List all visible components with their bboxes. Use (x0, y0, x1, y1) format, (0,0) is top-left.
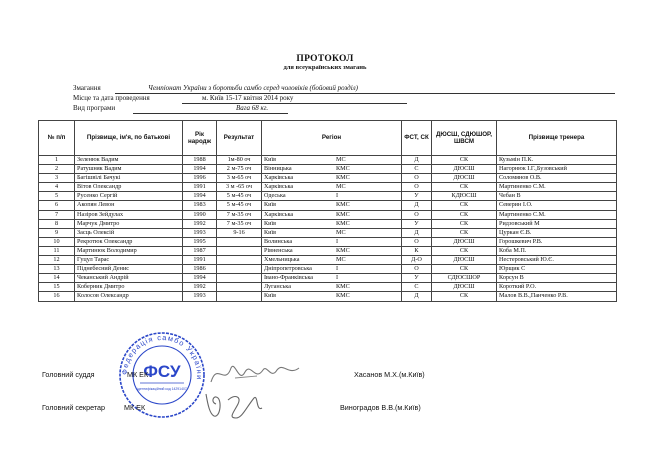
cell-fst: У (402, 274, 432, 283)
cell-region (262, 246, 402, 255)
region-name: Луганська (264, 283, 291, 291)
stamp-center-text: ФСУ (143, 362, 181, 381)
cell-name: Марчук Дмитро (75, 219, 183, 228)
table-row (39, 201, 617, 210)
secretary-signature (198, 388, 278, 424)
cell-coach: Малов В.В.,Панченко Р.В. (497, 292, 617, 301)
cell-coach: Цуркан Є.В. (497, 228, 617, 237)
cell-school: СК (432, 201, 497, 210)
cell-region (262, 228, 402, 237)
competition-value: Чемпіонат України з боротьби самбо серед чоловіків (бойовий розділ) (148, 84, 359, 92)
cell-school: ДЮСШ (432, 237, 497, 246)
document-title: ПРОТОКОЛ (296, 54, 354, 64)
cell-num: 15 (39, 283, 75, 292)
place-value: м. Київ 15-17 квітня 2014 року (202, 94, 294, 102)
region-name: Київ (264, 156, 277, 163)
cell-coach: Короткий Р.О. (497, 283, 617, 292)
sport-rank: КМС (336, 246, 350, 254)
table-header-row (39, 121, 617, 156)
cell-result: 3 м-65 оч (217, 174, 262, 183)
table-row (39, 292, 617, 301)
table-row (39, 210, 617, 219)
stamp-code-text: ідентифікаційний код 14291407 (137, 387, 187, 391)
table-row (39, 174, 617, 183)
sport-rank: КМС (336, 165, 350, 173)
cell-fst: У (402, 219, 432, 228)
cell-name: Акопян Левон (75, 201, 183, 210)
sport-rank: МС (336, 183, 346, 191)
cell-year: 1983 (183, 201, 217, 210)
cell-year: 1992 (183, 283, 217, 292)
cell-result (217, 283, 262, 292)
cell-name: Зеленюк Вадим (75, 156, 183, 165)
sport-rank: МС (336, 228, 346, 236)
cell-name: Мартинюк Володимир (75, 246, 183, 255)
cell-num: 3 (39, 174, 75, 183)
judge-label: Головний суддя (42, 370, 95, 379)
cell-result: 5 м-45 оч (217, 192, 262, 201)
table-row (39, 246, 617, 255)
secretary-rank: МК ЕК (124, 403, 146, 412)
cell-region (262, 274, 402, 283)
cell-result (217, 256, 262, 265)
cell-num: 5 (39, 192, 75, 201)
cell-num: 14 (39, 274, 75, 283)
region-name: Харківська (264, 174, 294, 182)
header-num: № п/п (39, 121, 75, 156)
cell-result (217, 237, 262, 246)
cell-name: Ратушняк Вадим (75, 165, 183, 174)
cell-year: 1991 (183, 183, 217, 192)
cell-year: 1992 (183, 219, 217, 228)
cell-result: 3 м -65 оч (217, 183, 262, 192)
cell-year: 1991 (183, 256, 217, 265)
table-row (39, 219, 617, 228)
cell-school: СК (432, 219, 497, 228)
cell-year: 1996 (183, 174, 217, 183)
sport-rank: І (336, 237, 339, 245)
cell-year: 1990 (183, 210, 217, 219)
region-name: Київ (264, 219, 277, 227)
cell-region (262, 292, 402, 301)
document-subtitle: для всеукраїнських змагань (283, 64, 367, 71)
cell-num: 13 (39, 265, 75, 274)
cell-region (262, 156, 402, 165)
header-year: Рік народж (183, 121, 217, 156)
cell-coach: Нагорнюк І.Г.,Бузовський (497, 165, 617, 174)
cell-name: Гуцул Тарас (75, 256, 183, 265)
cell-name: Піднебесний Денис (75, 265, 183, 274)
cell-year: 1988 (183, 156, 217, 165)
sport-rank: КМС (336, 174, 350, 182)
region-name: Харківська (264, 210, 294, 218)
cell-result (217, 265, 262, 274)
cell-region (262, 265, 402, 274)
cell-result (217, 274, 262, 283)
header-name: Прізвище, ім'я, по батькові (75, 121, 183, 156)
sport-rank: КМС (336, 210, 350, 218)
cell-num: 12 (39, 256, 75, 265)
cell-fst: С (402, 283, 432, 292)
table-row (39, 228, 617, 237)
cell-name: Рекротюк Олександр (75, 237, 183, 246)
cell-fst: У (402, 192, 432, 201)
region-name: Одеська (264, 192, 286, 200)
cell-coach: Северин І.О. (497, 201, 617, 210)
cell-fst: С (402, 165, 432, 174)
table-row (39, 237, 617, 246)
cell-school: КДЮСШ (432, 192, 497, 201)
region-name: Київ (264, 292, 277, 300)
cell-school: СК (432, 210, 497, 219)
header-fst: ФСТ, СК (402, 121, 432, 156)
cell-fst: О (402, 265, 432, 274)
cell-school: СК (432, 228, 497, 237)
cell-school: СК (432, 265, 497, 274)
region-name: Київ (264, 228, 277, 236)
cell-coach: Корсун В (497, 274, 617, 283)
region-name: Київ (264, 201, 277, 209)
cell-fst: О (402, 183, 432, 192)
cell-fst: Д-О (402, 256, 432, 265)
cell-name: Русенко Сергій (75, 192, 183, 201)
table-row (39, 192, 617, 201)
cell-num: 11 (39, 246, 75, 255)
cell-coach: Чебан В (497, 192, 617, 201)
cell-num: 8 (39, 219, 75, 228)
cell-region (262, 210, 402, 219)
cell-year: 1993 (183, 228, 217, 237)
cell-region (262, 237, 402, 246)
cell-name: Назіров Зейдулах (75, 210, 183, 219)
cell-school: СК (432, 292, 497, 301)
cell-name: Чеканський Андрій (75, 274, 183, 283)
cell-coach: Юрщик С (497, 265, 617, 274)
cell-fst: Д (402, 292, 432, 301)
sport-rank: І (336, 192, 339, 200)
table-row (39, 274, 617, 283)
cell-year: 1995 (183, 237, 217, 246)
cell-name: Засць Олексій (75, 228, 183, 237)
cell-result: 2 м-75 оч (217, 165, 262, 174)
cell-result (217, 246, 262, 255)
cell-school: ДЮСШ (432, 165, 497, 174)
cell-fst: К (402, 246, 432, 255)
sport-rank: І (336, 274, 339, 282)
cell-school: СК (432, 183, 497, 192)
cell-year: 1986 (183, 265, 217, 274)
cell-coach: Мартиненко С.М. (497, 183, 617, 192)
cell-school: ДЮСШ (432, 174, 497, 183)
stamp-ring-text: Федерація самбо України (119, 332, 205, 381)
sport-rank: КМС (336, 283, 350, 291)
cell-region (262, 219, 402, 228)
cell-num: 16 (39, 292, 75, 301)
cell-result: 7 м-35 оч (217, 210, 262, 219)
cell-result: 9-16 (217, 228, 262, 237)
cell-fst: Д (402, 201, 432, 210)
cell-fst: О (402, 174, 432, 183)
cell-school: СК (432, 246, 497, 255)
results-table (38, 120, 617, 302)
table-row (39, 265, 617, 274)
region-name: Дніпропетровська (264, 265, 312, 273)
cell-name: Коберник Дмитро (75, 283, 183, 292)
cell-school: СК (432, 156, 497, 165)
cell-fst: Д (402, 156, 432, 165)
secretary-name: Виноградов В.В.(м.Київ) (340, 403, 421, 412)
header-school: ДЮСШ, СДЮШОР, ШВСМ (432, 121, 497, 156)
program-value: Вага 68 кг. (236, 104, 269, 112)
cell-result (217, 292, 262, 301)
cell-name: Колосов Олександр (75, 292, 183, 301)
cell-region (262, 201, 402, 210)
region-name: Хмельницька (264, 256, 300, 264)
cell-year: 1994 (183, 192, 217, 201)
cell-year: 1994 (183, 274, 217, 283)
cell-fst: Д (402, 228, 432, 237)
cell-region (262, 283, 402, 292)
cell-region (262, 174, 402, 183)
cell-num: 7 (39, 210, 75, 219)
cell-coach: Горошкевич Р.В. (497, 237, 617, 246)
cell-year: 1987 (183, 246, 217, 255)
judge-name: Хасанов М.Х.(м.Київ) (354, 370, 425, 379)
cell-coach: Соломянов О.В. (497, 174, 617, 183)
region-name: Вінницька (264, 165, 292, 173)
sport-rank: МС (336, 256, 346, 264)
cell-coach: Нестеровський Ю.Є. (497, 256, 617, 265)
cell-num: 10 (39, 237, 75, 246)
cell-region (262, 183, 402, 192)
cell-name: Багішвілі Бачукі (75, 174, 183, 183)
table-row (39, 156, 617, 165)
header-region: Регіон (262, 121, 402, 156)
region-name: Івано-Франківська (264, 274, 313, 282)
region-name: Харківська (264, 183, 294, 191)
header-result: Результат (217, 121, 262, 156)
table-row (39, 283, 617, 292)
competition-label: Змагання (73, 84, 101, 92)
judge-signature (205, 358, 305, 392)
cell-num: 4 (39, 183, 75, 192)
table-row (39, 256, 617, 265)
cell-num: 9 (39, 228, 75, 237)
secretary-label: Головний секретар (42, 403, 106, 412)
cell-year: 1994 (183, 165, 217, 174)
judge-rank: МК ЕК (127, 370, 149, 379)
cell-region (262, 256, 402, 265)
region-name: Волинська (264, 237, 293, 245)
cell-fst: О (402, 237, 432, 246)
cell-fst: О (402, 210, 432, 219)
cell-num: 1 (39, 156, 75, 165)
cell-result: 5 м-45 оч (217, 201, 262, 210)
cell-school: ДЮСШ (432, 283, 497, 292)
region-name: Рівненська (264, 246, 293, 254)
table-row (39, 165, 617, 174)
cell-region (262, 192, 402, 201)
sport-rank: І (336, 265, 339, 273)
cell-coach: Кузьмін П.К. (497, 156, 617, 165)
sport-rank: КМС (336, 292, 350, 300)
cell-name: Вітов Олександр (75, 183, 183, 192)
cell-num: 2 (39, 165, 75, 174)
header-coach: Прізвище тренера (497, 121, 617, 156)
cell-school: ДЮСШ (432, 256, 497, 265)
cell-result: 1м-80 оч (217, 156, 262, 165)
program-label: Вид програми (73, 104, 116, 112)
sport-rank: КМС (336, 201, 350, 209)
cell-coach: Ридзовський М (497, 219, 617, 228)
cell-school: СДЮСШОР (432, 274, 497, 283)
cell-result: 7 м-35 оч (217, 219, 262, 228)
table-row (39, 183, 617, 192)
cell-region (262, 165, 402, 174)
cell-num: 6 (39, 201, 75, 210)
place-label: Місце та дата проведення (73, 94, 150, 102)
cell-coach: Коба М.П. (497, 246, 617, 255)
cell-coach: Мартиненко С.М. (497, 210, 617, 219)
sport-rank: МС (336, 156, 346, 163)
cell-year: 1993 (183, 292, 217, 301)
sport-rank: КМС (336, 219, 350, 227)
